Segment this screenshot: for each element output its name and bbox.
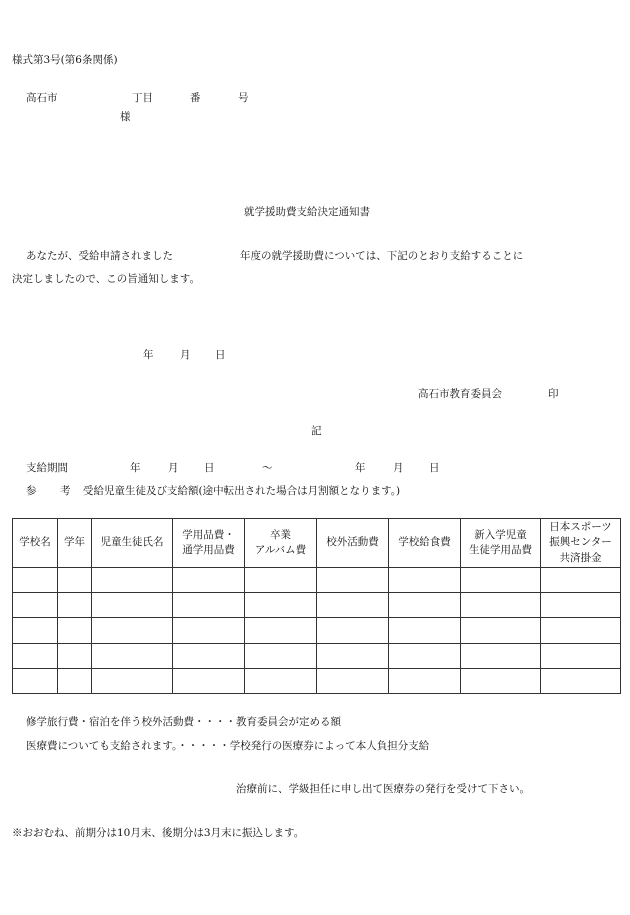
table-header-row xyxy=(13,519,621,568)
note-school-trip: 修学旅行費・宿泊を伴う校外活動費・・・・教育委員会が定める額 xyxy=(26,716,341,728)
table-cell xyxy=(461,618,541,643)
table-cell xyxy=(58,568,92,593)
table-cell xyxy=(541,593,621,618)
header-outdoor-activity: 校外活動費 xyxy=(317,519,389,568)
table-cell xyxy=(389,643,461,668)
body-line-2: 決定しましたので、この旨通知します。 xyxy=(12,273,200,285)
document-title: 就学援助費支給決定通知書 xyxy=(244,206,370,218)
table-cell xyxy=(92,618,173,643)
table-cell xyxy=(173,618,245,643)
table-cell xyxy=(173,568,245,593)
table-cell xyxy=(245,668,317,693)
address-city: 高石市 xyxy=(26,92,58,104)
table-cell xyxy=(317,568,389,593)
table-cell xyxy=(92,643,173,668)
reference-label-b: 考 xyxy=(60,485,71,497)
table-cell xyxy=(461,643,541,668)
header-school-lunch: 学校給食費 xyxy=(389,519,461,568)
table-cell xyxy=(92,668,173,693)
period-tilde: ～ xyxy=(262,462,273,474)
table-cell xyxy=(58,593,92,618)
table-cell xyxy=(13,643,58,668)
table-cell xyxy=(317,643,389,668)
recipient-table xyxy=(12,518,621,694)
date-day: 日 xyxy=(215,349,226,361)
table-cell xyxy=(92,593,173,618)
table-cell xyxy=(58,643,92,668)
date-year: 年 xyxy=(143,349,154,361)
address-go: 号 xyxy=(238,92,249,104)
table-row xyxy=(13,668,621,693)
issuer-seal: 印 xyxy=(548,388,559,400)
ki-mark: 記 xyxy=(311,425,322,437)
table-cell xyxy=(58,618,92,643)
address-chome: 丁目 xyxy=(132,92,153,104)
table-cell xyxy=(461,568,541,593)
header-sports-mutual-aid: 日本スポーツ 振興センター 共済掛金 xyxy=(541,519,621,568)
table-cell xyxy=(317,618,389,643)
address-sama: 様 xyxy=(120,111,131,123)
period-year-2: 年 xyxy=(355,462,366,474)
note-transfer-schedule: ※おおむね、前期分は10月末、後期分は3月末に振込します。 xyxy=(12,827,305,839)
period-month-2: 月 xyxy=(393,462,404,474)
period-day-2: 日 xyxy=(429,462,440,474)
note-treatment: 治療前に、学級担任に申し出て医療券の発行を受けて下さい。 xyxy=(236,783,530,795)
table-cell xyxy=(461,593,541,618)
header-grade: 学年 xyxy=(58,519,92,568)
period-day-1: 日 xyxy=(204,462,215,474)
recipient-table-wrap xyxy=(12,518,620,694)
table-cell xyxy=(389,568,461,593)
period-year-1: 年 xyxy=(130,462,141,474)
note-medical: 医療費についても支給されます。・・・・・学校発行の医療券によって本人負担分支給 xyxy=(26,740,430,752)
body-line-1b: 年度の就学援助費については、下記のとおり支給することに xyxy=(240,250,524,262)
header-school-supplies: 学用品費・ 通学用品費 xyxy=(173,519,245,568)
table-cell xyxy=(245,593,317,618)
header-student-name: 児童生徒氏名 xyxy=(92,519,173,568)
table-cell xyxy=(461,668,541,693)
table-cell xyxy=(173,668,245,693)
table-cell xyxy=(13,668,58,693)
table-cell xyxy=(173,593,245,618)
date-month: 月 xyxy=(180,349,191,361)
table-cell xyxy=(245,618,317,643)
header-album-fee: 卒業 アルバム費 xyxy=(245,519,317,568)
table-cell xyxy=(173,643,245,668)
issuer-name: 高石市教育委員会 xyxy=(418,388,502,400)
table-cell xyxy=(92,568,173,593)
period-label: 支給期間 xyxy=(26,462,68,474)
table-cell xyxy=(541,668,621,693)
table-cell xyxy=(13,593,58,618)
table-cell xyxy=(58,668,92,693)
table-row xyxy=(13,568,621,593)
table-cell xyxy=(389,618,461,643)
table-cell xyxy=(13,568,58,593)
table-cell xyxy=(245,643,317,668)
table-cell xyxy=(541,618,621,643)
table-cell xyxy=(317,668,389,693)
table-row xyxy=(13,593,621,618)
table-row xyxy=(13,643,621,668)
table-cell xyxy=(245,568,317,593)
reference-label-a: 参 xyxy=(26,485,37,497)
form-number: 様式第3号(第6条関係) xyxy=(12,54,118,66)
table-cell xyxy=(389,593,461,618)
body-line-1a: あなたが、受給申請されました xyxy=(26,250,173,262)
table-cell xyxy=(13,618,58,643)
table-cell xyxy=(541,643,621,668)
table-cell xyxy=(389,668,461,693)
table-row xyxy=(13,618,621,643)
table-cell xyxy=(317,593,389,618)
period-month-1: 月 xyxy=(168,462,179,474)
address-ban: 番 xyxy=(190,92,201,104)
reference-text: 受給児童生徒及び支給額(途中転出された場合は月割額となります。) xyxy=(83,485,401,497)
header-new-enrollment: 新入学児童 生徒学用品費 xyxy=(461,519,541,568)
table-cell xyxy=(541,568,621,593)
header-school-name: 学校名 xyxy=(13,519,58,568)
